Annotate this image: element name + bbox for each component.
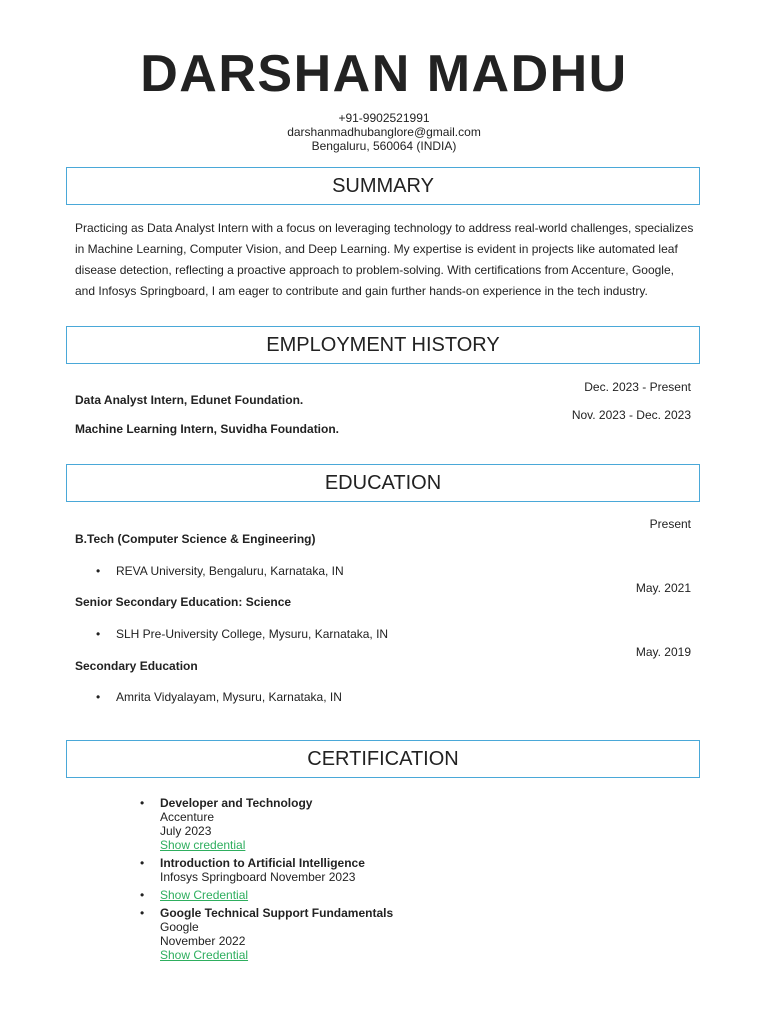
- job-title: Data Analyst Intern, Edunet Foundation.: [75, 393, 304, 407]
- certification-item: [140, 856, 393, 884]
- certification-date: November 2022: [160, 934, 246, 948]
- education-place-text: SLH Pre-University College, Mysuru, Karnataka, IN: [116, 627, 389, 641]
- section-heading-certification: CERTIFICATION: [66, 740, 700, 778]
- education-date: May. 2019: [635, 645, 691, 659]
- job-dates: Nov. 2023 - Dec. 2023: [571, 408, 691, 422]
- certification-name: Developer and Technology: [160, 796, 313, 810]
- section-heading-education: EDUCATION: [66, 464, 700, 502]
- email-address: darshanmadhubanglore@gmail.com: [287, 125, 481, 139]
- certification-item: [140, 796, 393, 852]
- bullet-icon: •: [96, 627, 101, 641]
- resume-name: DARSHAN MADHU: [140, 45, 628, 103]
- location: Bengaluru, 560064 (INDIA): [311, 139, 457, 153]
- education-date: Present: [649, 517, 691, 531]
- bullet-icon: •: [96, 564, 101, 578]
- show-credential-link[interactable]: Show credential: [160, 838, 246, 852]
- bullet-icon: •: [140, 906, 145, 920]
- education-place-text: Amrita Vidyalayam, Mysuru, Karnataka, IN: [116, 690, 342, 704]
- phone-number: +91-9902521991: [338, 111, 430, 125]
- certification-list: [140, 796, 393, 962]
- contact-block: [0, 111, 768, 153]
- certification-name: Introduction to Artificial Intelligence: [160, 856, 365, 870]
- education-place: [96, 564, 344, 578]
- certification-item: [140, 888, 393, 902]
- bullet-icon: •: [96, 690, 101, 704]
- education-title: Secondary Education: [75, 659, 198, 673]
- show-credential-link[interactable]: Show Credential: [160, 948, 249, 962]
- certification-issuer: Infosys Springboard November 2023: [160, 870, 356, 884]
- bullet-icon: •: [140, 856, 145, 870]
- certification-name: Google Technical Support Fundamentals: [160, 906, 394, 920]
- certification-issuer: Accenture: [160, 810, 215, 824]
- bullet-icon: •: [140, 796, 145, 810]
- education-place: [96, 690, 342, 704]
- education-title: B.Tech (Computer Science & Engineering): [75, 532, 316, 546]
- education-place: [96, 627, 388, 641]
- education-title: Senior Secondary Education: Science: [75, 595, 292, 609]
- education-date: May. 2021: [635, 581, 691, 595]
- section-heading-employment: EMPLOYMENT HISTORY: [66, 326, 700, 364]
- show-credential-link[interactable]: Show Credential: [160, 888, 249, 902]
- education-place-text: REVA University, Bengaluru, Karnataka, IN: [116, 564, 344, 578]
- certification-date: July 2023: [160, 824, 212, 838]
- job-title: Machine Learning Intern, Suvidha Foundation.: [75, 422, 340, 436]
- certification-issuer: Google: [160, 920, 199, 934]
- job-dates: Dec. 2023 - Present: [584, 380, 691, 394]
- certification-item: [140, 906, 393, 962]
- section-heading-summary: SUMMARY: [66, 167, 700, 205]
- bullet-icon: •: [140, 888, 145, 902]
- summary-text: Practicing as Data Analyst Intern with a focus on leveraging technology to address real-world challenges, specializes in Machine Learning, Computer Vision, and Deep Learning. My expertise is evident in projects like automated leaf disease detection, reflecting a proactive approach to problem-solving. With certifications from Accenture, Google, and Infosys Springboard, I am eager to contribute and gain further hands-on experience in the tech industry.: [75, 221, 694, 298]
